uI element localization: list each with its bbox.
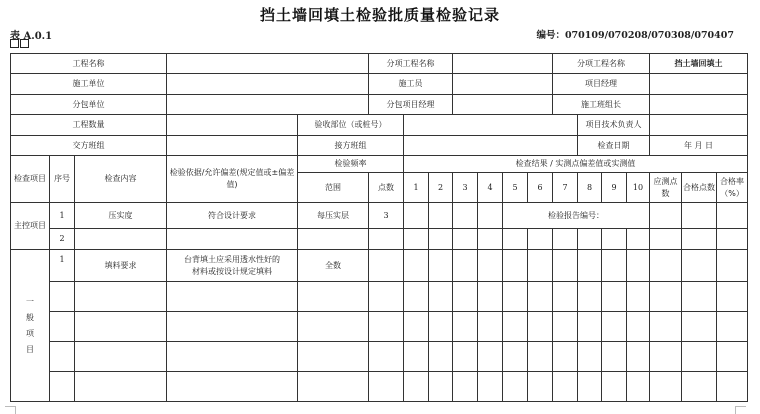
cell[interactable] bbox=[602, 372, 627, 402]
cell[interactable] bbox=[627, 372, 650, 402]
cell[interactable] bbox=[429, 229, 453, 250]
cell[interactable] bbox=[602, 312, 627, 342]
cell[interactable] bbox=[429, 282, 453, 312]
sub-item-name-value[interactable]: 挡土墙回填土 bbox=[650, 54, 748, 74]
cell[interactable] bbox=[404, 342, 429, 372]
cell[interactable] bbox=[478, 250, 503, 282]
general-row-1-basis: 台背填土应采用透水性好的材料或按设计规定填料 bbox=[167, 250, 298, 282]
sub-project-name-label: 分项工程名称 bbox=[369, 54, 453, 74]
general-items-char: 般 bbox=[26, 312, 34, 322]
main-row-1-report-label[interactable]: 检验报告编号： bbox=[503, 203, 650, 229]
cell[interactable] bbox=[650, 282, 682, 312]
sub-project-name-value[interactable] bbox=[453, 54, 553, 74]
inspection-record-table bbox=[10, 53, 748, 402]
cell[interactable] bbox=[627, 229, 650, 250]
cell[interactable] bbox=[478, 312, 503, 342]
cell[interactable] bbox=[404, 250, 429, 282]
project-name-value[interactable] bbox=[167, 54, 369, 74]
cell[interactable] bbox=[553, 229, 578, 250]
general-row-4-points[interactable] bbox=[369, 342, 404, 372]
constructor-label: 施工员 bbox=[369, 74, 453, 95]
main-row-2-points[interactable] bbox=[369, 229, 404, 250]
project-name-label: 工程名称 bbox=[11, 54, 167, 74]
general-row-1-points[interactable] bbox=[369, 250, 404, 282]
cell[interactable] bbox=[650, 372, 682, 402]
sub-pm-value[interactable] bbox=[453, 95, 553, 115]
general-row-3-points[interactable] bbox=[369, 312, 404, 342]
header-pass-rate: 合格率（%） bbox=[717, 173, 748, 203]
header-should-measure: 应测点数 bbox=[650, 173, 682, 203]
cell[interactable] bbox=[503, 372, 528, 402]
cell[interactable] bbox=[453, 372, 478, 402]
cell[interactable] bbox=[602, 229, 627, 250]
main-items-label: 主控项目 bbox=[11, 203, 50, 250]
cell[interactable] bbox=[404, 372, 429, 402]
cell[interactable] bbox=[528, 342, 553, 372]
cell[interactable] bbox=[528, 250, 553, 282]
cell[interactable] bbox=[429, 250, 453, 282]
general-row-1-content: 填料要求 bbox=[75, 250, 167, 282]
cell[interactable] bbox=[717, 229, 748, 250]
header-col-2: 2 bbox=[429, 173, 453, 203]
general-items-label bbox=[11, 250, 50, 402]
cell[interactable] bbox=[503, 312, 528, 342]
cell[interactable] bbox=[578, 342, 602, 372]
quantity-value[interactable] bbox=[167, 115, 298, 136]
general-row-2-range[interactable] bbox=[298, 282, 369, 312]
sub-item-name-label: 分项工程名称 bbox=[553, 54, 650, 74]
cell[interactable] bbox=[650, 312, 682, 342]
cell[interactable] bbox=[453, 203, 478, 229]
document-title: 挡土墙回填土检验批质量检验记录 bbox=[259, 6, 500, 24]
check-date-label: 检查日期 bbox=[578, 136, 650, 156]
tech-lead-label: 项目技术负责人 bbox=[578, 115, 650, 136]
contractor-value[interactable] bbox=[167, 74, 369, 95]
box-glyph bbox=[20, 39, 29, 48]
cell[interactable] bbox=[478, 342, 503, 372]
cell[interactable] bbox=[553, 312, 578, 342]
cell[interactable] bbox=[602, 282, 627, 312]
main-row-1-points: 3 bbox=[369, 203, 404, 229]
sub-pm-label: 分包项目经理 bbox=[369, 95, 453, 115]
general-items-char: 一 bbox=[26, 296, 34, 306]
box-glyph bbox=[10, 39, 19, 48]
tech-lead-value[interactable] bbox=[650, 115, 748, 136]
general-row-4-content[interactable] bbox=[75, 342, 167, 372]
cell[interactable] bbox=[429, 203, 453, 229]
cell[interactable] bbox=[650, 250, 682, 282]
cell[interactable] bbox=[478, 203, 503, 229]
cell[interactable] bbox=[578, 372, 602, 402]
general-row-4-basis[interactable] bbox=[167, 342, 298, 372]
receiver-team-label: 接方班组 bbox=[298, 136, 404, 156]
header-frequency: 检验频率 bbox=[298, 156, 404, 173]
project-manager-label: 项目经理 bbox=[553, 74, 650, 95]
placeholder-boxes bbox=[10, 39, 30, 51]
main-row-1-basis: 符合设计要求 bbox=[167, 203, 298, 229]
cell[interactable] bbox=[682, 203, 717, 229]
main-row-1-range: 每压实层 bbox=[298, 203, 369, 229]
project-manager-value[interactable] bbox=[650, 74, 748, 95]
main-row-1-seq: 1 bbox=[50, 203, 75, 229]
cell[interactable] bbox=[602, 250, 627, 282]
cell[interactable] bbox=[717, 250, 748, 282]
cell[interactable] bbox=[717, 203, 748, 229]
header-col-8: 8 bbox=[578, 173, 602, 203]
cell[interactable] bbox=[627, 250, 650, 282]
general-row-5-basis[interactable] bbox=[167, 372, 298, 402]
cell[interactable] bbox=[717, 282, 748, 312]
cell[interactable] bbox=[717, 342, 748, 372]
cell[interactable] bbox=[404, 312, 429, 342]
general-items-char: 项 bbox=[26, 328, 34, 338]
cell[interactable] bbox=[682, 282, 717, 312]
cell[interactable] bbox=[404, 282, 429, 312]
cell[interactable] bbox=[453, 342, 478, 372]
subcontractor-value[interactable] bbox=[167, 95, 369, 115]
cell[interactable] bbox=[503, 229, 528, 250]
main-row-2-range[interactable] bbox=[298, 229, 369, 250]
general-row-5-content[interactable] bbox=[75, 372, 167, 402]
cell[interactable] bbox=[429, 312, 453, 342]
general-row-2-content[interactable] bbox=[75, 282, 167, 312]
cell[interactable] bbox=[650, 203, 682, 229]
handover-team-value[interactable] bbox=[167, 136, 298, 156]
header-col-7: 7 bbox=[553, 173, 578, 203]
cell[interactable] bbox=[478, 229, 503, 250]
cell[interactable] bbox=[650, 342, 682, 372]
general-row-5-points[interactable] bbox=[369, 372, 404, 402]
receiver-team-value[interactable] bbox=[404, 136, 578, 156]
general-row-1-seq: 1 bbox=[50, 250, 75, 282]
subcontractor-label: 分包单位 bbox=[11, 95, 167, 115]
general-row-4-range[interactable] bbox=[298, 342, 369, 372]
team-leader-value[interactable] bbox=[650, 95, 748, 115]
cell[interactable] bbox=[453, 282, 478, 312]
cell[interactable] bbox=[717, 372, 748, 402]
cell[interactable] bbox=[553, 372, 578, 402]
cell[interactable] bbox=[717, 312, 748, 342]
cell[interactable] bbox=[602, 342, 627, 372]
cell[interactable] bbox=[404, 229, 429, 250]
main-row-2-content[interactable] bbox=[75, 229, 167, 250]
header-col-9: 9 bbox=[602, 173, 627, 203]
check-date-value[interactable]: 年 月 日 bbox=[650, 136, 748, 156]
handover-team-label: 交方班组 bbox=[11, 136, 167, 156]
general-row-3-content[interactable] bbox=[75, 312, 167, 342]
header-col-3: 3 bbox=[453, 173, 478, 203]
cell[interactable] bbox=[553, 342, 578, 372]
general-row-5-seq[interactable] bbox=[50, 372, 75, 402]
main-row-2-basis[interactable] bbox=[167, 229, 298, 250]
cell[interactable] bbox=[453, 250, 478, 282]
cell[interactable] bbox=[682, 342, 717, 372]
header-col-10: 10 bbox=[627, 173, 650, 203]
general-row-3-basis[interactable] bbox=[167, 312, 298, 342]
acceptance-part-label: 验收部位（或桩号） bbox=[298, 115, 404, 136]
cell[interactable] bbox=[578, 312, 602, 342]
cell[interactable] bbox=[503, 250, 528, 282]
header-check-item: 检查项目 bbox=[11, 156, 50, 203]
table-number: 表 A.0.1 bbox=[10, 31, 53, 42]
cell[interactable] bbox=[478, 372, 503, 402]
general-row-2-points[interactable] bbox=[369, 282, 404, 312]
header-range: 范围 bbox=[298, 173, 369, 203]
cell[interactable] bbox=[528, 312, 553, 342]
header-basis: 检验依据/允许偏差(规定值或±偏差值) bbox=[167, 156, 298, 203]
cell[interactable] bbox=[682, 312, 717, 342]
header-col-1: 1 bbox=[404, 173, 429, 203]
cell[interactable] bbox=[478, 282, 503, 312]
cell[interactable] bbox=[429, 342, 453, 372]
header-qualified-points: 合格点数 bbox=[682, 173, 717, 203]
header-results: 检查结果 / 实测点偏差值或实测值 bbox=[404, 156, 748, 173]
cell[interactable] bbox=[682, 372, 717, 402]
general-row-3-range[interactable] bbox=[298, 312, 369, 342]
main-row-2-seq: 2 bbox=[50, 229, 75, 250]
cell[interactable] bbox=[650, 229, 682, 250]
cell[interactable] bbox=[578, 250, 602, 282]
cell[interactable] bbox=[682, 250, 717, 282]
cell[interactable] bbox=[627, 312, 650, 342]
cell[interactable] bbox=[578, 229, 602, 250]
cell[interactable] bbox=[528, 229, 553, 250]
header-seq: 序号 bbox=[50, 156, 75, 203]
document-code: 编号：070109/070208/070308/070407 bbox=[536, 30, 734, 41]
cell[interactable] bbox=[553, 282, 578, 312]
main-row-1-content: 压实度 bbox=[75, 203, 167, 229]
general-items-char: 目 bbox=[26, 344, 34, 354]
header-col-4: 4 bbox=[478, 173, 503, 203]
header-col-6: 6 bbox=[528, 173, 553, 203]
cell[interactable] bbox=[682, 229, 717, 250]
cell[interactable] bbox=[503, 282, 528, 312]
cell[interactable] bbox=[528, 372, 553, 402]
contractor-label: 施工单位 bbox=[11, 74, 167, 95]
cell[interactable] bbox=[627, 282, 650, 312]
general-row-2-basis[interactable] bbox=[167, 282, 298, 312]
acceptance-part-value[interactable] bbox=[404, 115, 578, 136]
header-content: 检查内容 bbox=[75, 156, 167, 203]
general-row-2-seq[interactable] bbox=[50, 282, 75, 312]
general-row-5-range[interactable] bbox=[298, 372, 369, 402]
quantity-label: 工程数量 bbox=[11, 115, 167, 136]
header-col-5: 5 bbox=[503, 173, 528, 203]
header-points: 点数 bbox=[369, 173, 404, 203]
general-row-1-range: 全数 bbox=[298, 250, 369, 282]
cell[interactable] bbox=[503, 342, 528, 372]
cell[interactable] bbox=[578, 282, 602, 312]
cell[interactable] bbox=[627, 342, 650, 372]
cell[interactable] bbox=[404, 203, 429, 229]
cell[interactable] bbox=[429, 372, 453, 402]
cell[interactable] bbox=[553, 250, 578, 282]
cell[interactable] bbox=[453, 312, 478, 342]
general-row-3-seq[interactable] bbox=[50, 312, 75, 342]
team-leader-label: 施工班组长 bbox=[553, 95, 650, 115]
general-row-4-seq[interactable] bbox=[50, 342, 75, 372]
cell[interactable] bbox=[453, 229, 478, 250]
constructor-value[interactable] bbox=[453, 74, 553, 95]
cell[interactable] bbox=[528, 282, 553, 312]
